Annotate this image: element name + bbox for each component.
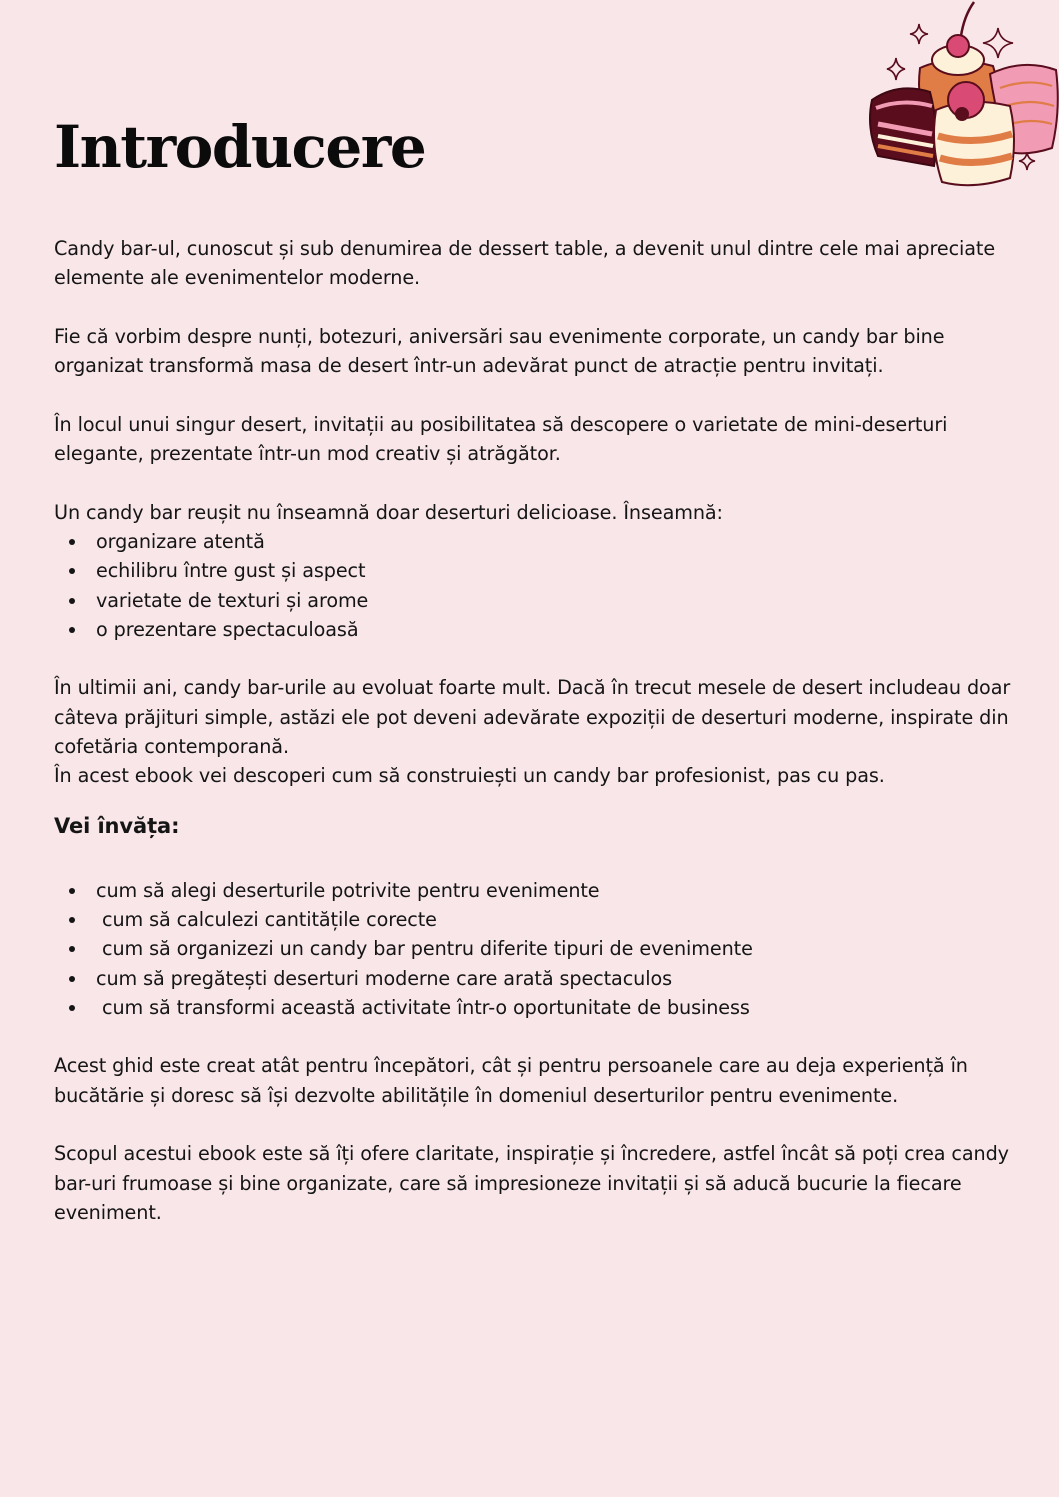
list-item: organizare atentă — [96, 527, 1014, 556]
paragraph-ebook: În acest ebook vei descoperi cum să construiești un candy bar profesionist, pas cu pas. — [54, 764, 885, 788]
sparkle-icon — [983, 28, 1013, 58]
list-item: cum să calculezi cantitățile corecte — [96, 905, 1014, 934]
learn-list — [54, 876, 1014, 1022]
paragraph-audience: Acest ghid este creat atât pentru începători, cât și pentru persoanele care au deja experiență în bucătărie și doresc să își dezvolte abilitățile în domeniul deserturilor pentru evenimente. — [54, 1054, 968, 1107]
paragraph-events: Fie că vorbim despre nunți, botezuri, aniversări sau evenimente corporate, un candy bar bine organizat transformă masa de desert într-un adevărat punct de atracție pentru invitați. — [54, 324, 945, 378]
list-item: echilibru între gust și aspect — [96, 556, 1014, 585]
dark-layer-cake — [870, 88, 936, 166]
paragraph-meaning: Un candy bar reușit nu înseamnă doar deserturi delicioase. Înseamnă: — [54, 500, 723, 524]
sparkle-icon — [887, 58, 905, 80]
section-heading-learn: Vei învăța: — [54, 813, 180, 838]
paragraph-purpose: Scopul acestui ebook este să îți ofere claritate, inspirație și încredere, astfel încât să poți crea candy bar-uri frumoase și bine organizate, care să impresioneze invitații și să aducă bucurie la fiecare eveniment. — [54, 1142, 1009, 1224]
sparkle-icon — [1019, 152, 1035, 170]
list-item: cum să transformi această activitate într-o oportunitate de business — [96, 993, 1014, 1022]
paragraph-variety: În locul unui singur desert, invitații au posibilitatea să descopere o varietate de mini-deserturi elegante, prezentate într-un mod creativ și atrăgător. — [54, 412, 948, 466]
list-item: varietate de texturi și arome — [96, 586, 1014, 615]
page-title: Introducere — [54, 113, 426, 181]
cakes-illustration — [858, 0, 1059, 192]
sparkle-icon — [910, 24, 928, 44]
paragraph-evolution: În ultimii ani, candy bar-urile au evoluat foarte mult. Dacă în trecut mesele de desert includeau doar câteva prăjituri simple, astăzi ele pot deveni adevărate expoziții de deserturi moderne, inspirate din cofetăria contemporană. — [54, 676, 1011, 759]
meaning-list — [54, 527, 1014, 644]
paragraph-intro: Candy bar-ul, cunoscut și sub denumirea de dessert table, a devenit unul dintre cele mai apreciate elemente ale evenimentelor moderne. — [54, 237, 996, 290]
list-item: cum să organizezi un candy bar pentru diferite tipuri de evenimente — [96, 934, 1014, 963]
list-item: cum să pregătești deserturi moderne care arată spectaculos — [96, 964, 1014, 993]
list-item: cum să alegi deserturile potrivite pentru evenimente — [96, 876, 1014, 905]
list-item: o prezentare spectaculoasă — [96, 615, 1014, 644]
document-body — [54, 234, 1014, 1227]
